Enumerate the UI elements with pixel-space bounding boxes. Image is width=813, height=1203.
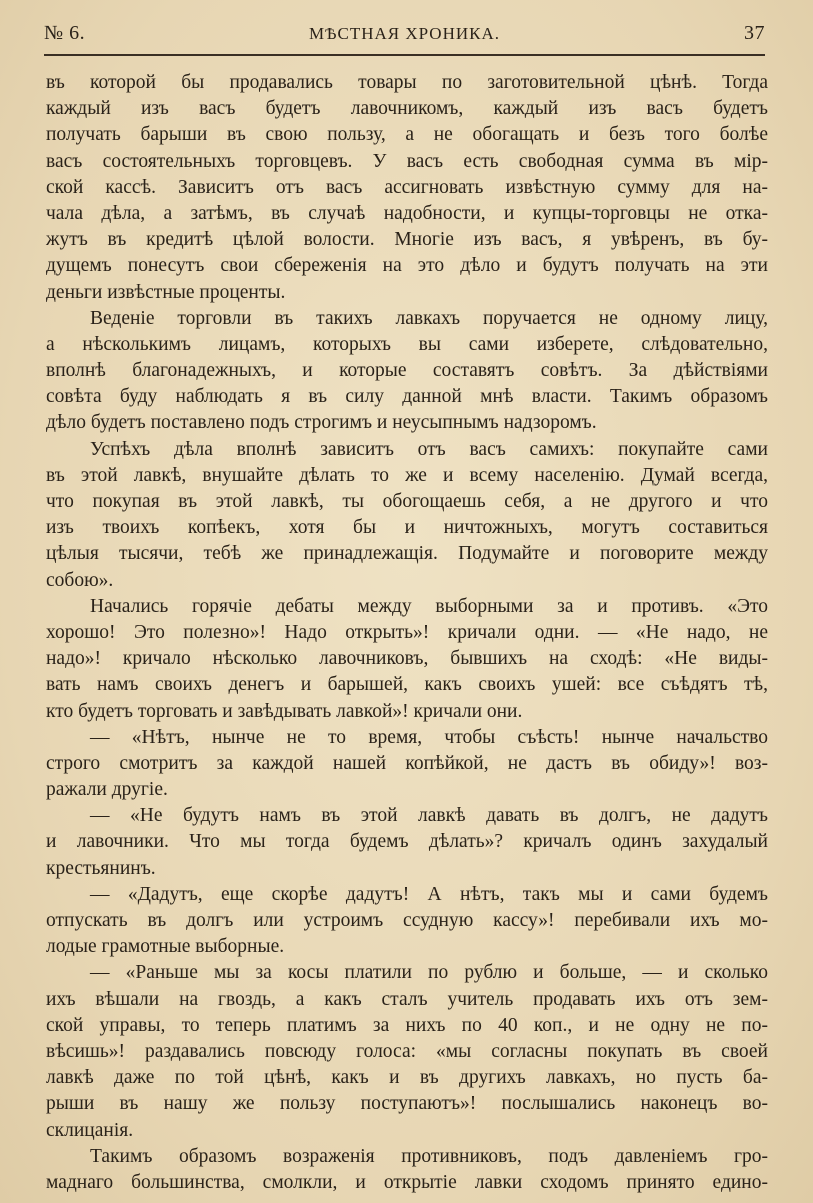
text-line: рыши въ нашу же пользу поступаютъ»! послышались наконецъ во-: [46, 1093, 768, 1115]
text-line: крестьянинъ.: [46, 857, 156, 879]
text-line: чала дѣла, а затѣмъ, въ случаѣ надобности, и купцы-торговцы не отка-: [46, 202, 768, 224]
text-line: собою».: [46, 569, 114, 591]
text-line: Веденіе торговли въ такихъ лавкахъ поручается не одному лицу,: [90, 307, 768, 329]
text-line: Успѣхъ дѣла вполнѣ зависитъ отъ васъ самихъ: покупайте сами: [90, 438, 768, 460]
text-line: — «Нѣтъ, нынче не то время, чтобы съѣсть! нынче начальство: [90, 726, 768, 748]
text-line: строго смотритъ за каждой нашей копѣйкой, не дастъ въ обиду»! воз-: [46, 752, 768, 774]
text-line: — «Дадутъ, еще скорѣе дадутъ! А нѣтъ, такъ мы и сами будемъ: [90, 883, 768, 905]
text-line: цѣлыя тысячи, тебѣ же принадлежащія. Подумайте и поговорите между: [46, 543, 768, 565]
text-line: изъ твоихъ копѣекъ, хотя бы и ничтожныхъ, могутъ составиться: [46, 517, 768, 539]
text-line: лавкѣ даже по той цѣнѣ, какъ и въ другихъ лавкахъ, но пусть ба-: [46, 1067, 768, 1089]
text-line: ражали другіе.: [46, 779, 168, 801]
text-line: — «Раньше мы за косы платили по рублю и больше, — и сколько: [90, 962, 768, 984]
text-line: и лавочники. Что мы тогда будемъ дѣлать»? кричалъ одинъ захудалый: [46, 831, 768, 853]
text-line: ской кассѣ. Зависитъ отъ васъ ассигновать извѣстную сумму для на-: [46, 176, 768, 198]
text-line: — «Не будутъ намъ въ этой лавкѣ давать въ долгъ, не дадутъ: [90, 805, 768, 827]
text-line: деньги извѣстные проценты.: [46, 281, 286, 303]
text-line: ской управы, то теперь платимъ за нихъ по 40 коп., и не одну не по-: [46, 1014, 768, 1036]
issue-number: № 6.: [44, 22, 86, 44]
running-head: [44, 22, 765, 52]
text-line: что покупая въ этой лавкѣ, ты обогощаешь себя, а не другого и что: [46, 491, 768, 512]
text-line: вать намъ своихъ денегъ и барышей, какъ своихъ ушей: все съѣдятъ тѣ,: [46, 674, 768, 696]
text-line: отпускать въ долгъ или устроимъ ссудную кассу»! перебивали ихъ мо-: [46, 910, 768, 931]
text-line: Начались горячіе дебаты между выборными за и противъ. «Это: [90, 595, 768, 617]
body-text: [46, 70, 768, 1196]
text-line: жутъ въ кредитѣ цѣлой волости. Многіе изъ васъ, я увѣренъ, въ бу-: [46, 229, 768, 251]
text-line: въ которой бы продавались товары по заготовительной цѣнѣ. Тогда: [46, 72, 768, 93]
text-line: въ этой лавкѣ, внушайте дѣлать то же и всему населенію. Думай всегда,: [46, 464, 768, 486]
header-rule: [44, 54, 765, 56]
text-line: получать барыши въ свою пользу, а не обогащать и безъ того болѣе: [46, 124, 768, 146]
text-line: дѣло будетъ поставлено подъ строгимъ и неусыпнымъ надзоромъ.: [46, 412, 597, 434]
text-line: маднаго большинства, смолкли, и открытіе лавки сходомъ принято едино-: [46, 1171, 768, 1193]
text-line: ихъ вѣшали на гвоздь, а какъ сталъ учитель продавать ихъ отъ зем-: [46, 988, 768, 1010]
text-line: лодые грамотные выборные.: [46, 936, 285, 958]
text-line: васъ состоятельныхъ торговцевъ. У васъ есть свободная сумма въ мір-: [46, 150, 768, 172]
text-line: надо»! кричало нѣсколько лавочниковъ, бывшихъ на сходѣ: «Не виды-: [46, 648, 768, 670]
text-line: вѣсишь»! раздавались повсюду голоса: «мы согласны покупать въ своей: [46, 1040, 768, 1062]
text-line: каждый изъ васъ будетъ лавочникомъ, каждый изъ васъ будетъ: [46, 98, 768, 120]
text-line: склицанія.: [46, 1119, 134, 1141]
page-number: 37: [744, 22, 765, 44]
text-line: дущемъ понесутъ свои сбереженія на это дѣло и будутъ получать на эти: [46, 255, 768, 277]
text-line: вполнѣ благонадежныхъ, и которые составятъ совѣтъ. За дѣйствіями: [46, 360, 768, 382]
text-line: хорошо! Это полезно»! Надо открыть»! кричали одни. — «Не надо, не: [46, 621, 768, 643]
text-line: совѣта буду наблюдать я въ силу данной мнѣ власти. Такимъ образомъ: [46, 386, 768, 408]
text-line: Такимъ образомъ возраженія противниковъ, подъ давленіемъ гро-: [90, 1145, 768, 1167]
text-line: а нѣсколькимъ лицамъ, которыхъ вы сами изберете, слѣдовательно,: [46, 333, 768, 355]
text-line: кто будетъ торговать и завѣдывать лавкой»! кричали они.: [46, 700, 523, 722]
section-title: МѢСТНАЯ ХРОНИКА.: [308, 24, 501, 43]
